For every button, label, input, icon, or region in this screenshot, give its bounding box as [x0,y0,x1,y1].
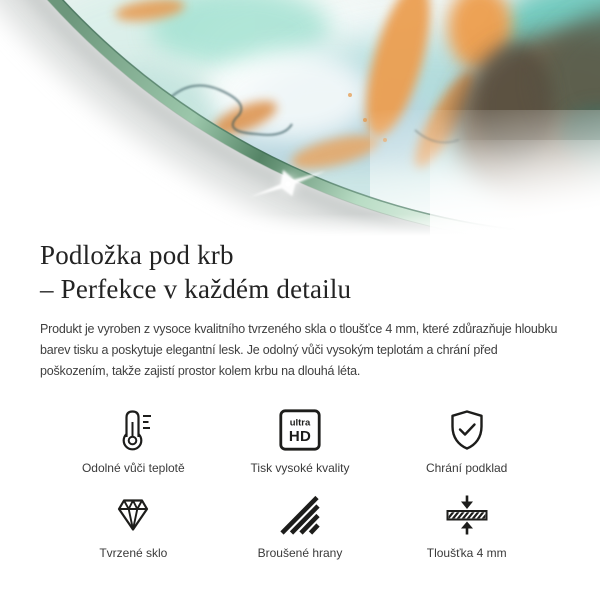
feature-label: Tloušťka 4 mm [426,546,507,560]
feature-print-quality [217,407,384,475]
ultra-badge-text: ultra [289,417,311,429]
feature-thickness [383,492,550,560]
feature-label: Tvrzené sklo [99,546,168,560]
thermometer-icon [110,407,156,453]
feature-protects-surface [383,407,550,475]
page-title-line2: – Perfekce v každém detailu [40,274,352,304]
product-photo [0,0,600,236]
fade-bottom [0,214,600,236]
page-title-line1: Podložka pod krb [40,240,234,270]
product-info-section [0,238,600,560]
feature-tempered-glass [50,492,217,560]
diamond-icon [110,492,156,538]
features-grid [50,407,550,560]
thickness-icon [444,492,490,538]
shield-check-icon [444,407,490,453]
feature-polished-edges [217,492,384,560]
feature-label: Chrání podklad [425,461,508,475]
page-title [40,238,560,306]
polished-edges-icon [277,492,323,538]
feature-label: Tisk vysoké kvality [250,461,350,475]
feature-label: Odolné vůči teplotě [81,461,185,475]
product-description: Produkt je vyroben z vysoce kvalitního tvrzeného skla o tloušťce 4 mm, které zdůrazňuje hloubku barev tisku a poskytuje elegantní lesk. Je odolný vůči vysokým teplotám a chrání před poškozením, takže zajistí prostor kolem krbu na dlouhá léta. [40,322,558,378]
hd-badge-text: HD [288,428,312,445]
feature-label: Broušené hrany [257,546,343,560]
feature-heat-resistant [50,407,217,475]
ultra-hd-icon [277,407,323,453]
glass-disc-illustration [0,0,600,236]
